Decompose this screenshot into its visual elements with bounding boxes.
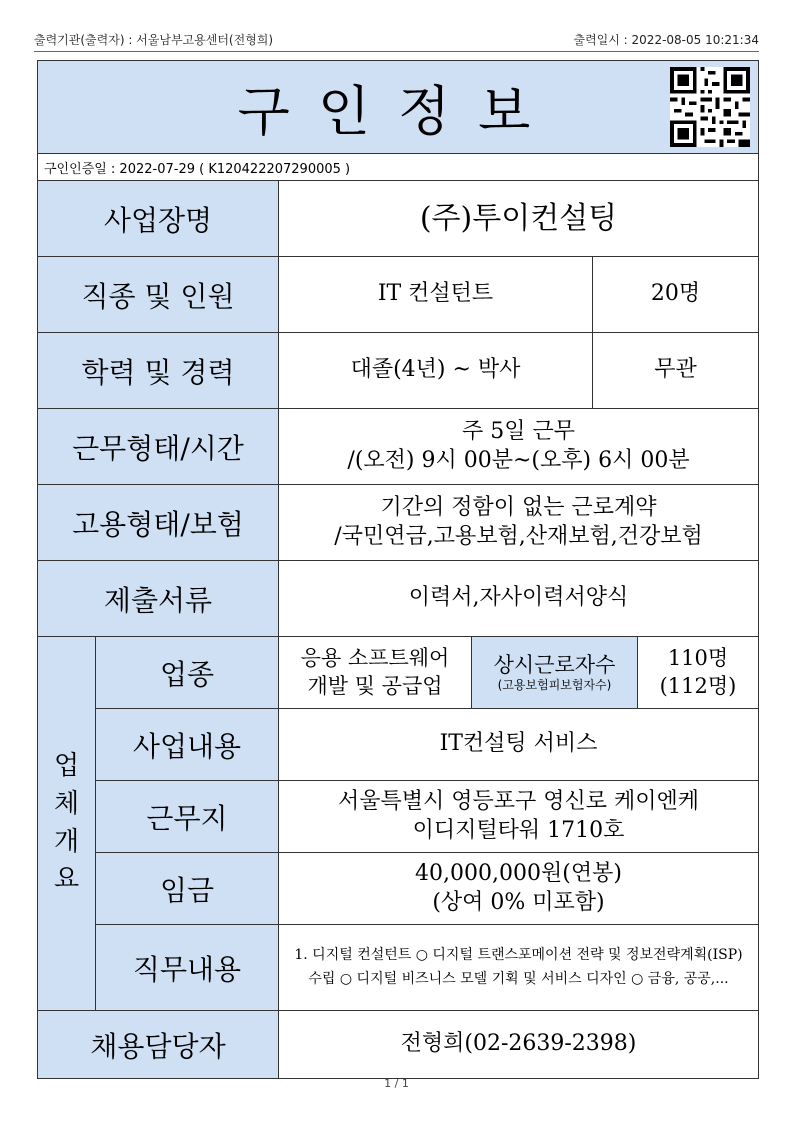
- location-label: 근무지: [96, 781, 279, 853]
- job-info-table: [37, 60, 759, 1079]
- business-value: IT컨설팅 서비스: [279, 709, 759, 781]
- contact-value: 전형희(02-2639-2398): [279, 1011, 759, 1079]
- title-cell: [38, 61, 759, 154]
- wage-line2: (상여 0% 미포함): [432, 889, 605, 915]
- workers-line2: (112명): [659, 673, 737, 698]
- employment-label: 고용형태/보험: [38, 485, 279, 561]
- company-name-label: 사업장명: [38, 181, 279, 257]
- business-label: 사업내용: [96, 709, 279, 781]
- work-hours-label: 근무형태/시간: [38, 409, 279, 485]
- work-hours-line1: 주 5일 근무: [462, 418, 575, 444]
- employment-value: [279, 485, 759, 561]
- overview-char-2: 체: [53, 788, 80, 819]
- company-overview-label: [38, 637, 96, 1011]
- industry-line1: 응용 소프트웨어: [300, 646, 450, 671]
- industry-value: [279, 637, 472, 709]
- header-divider: [34, 51, 759, 52]
- contact-label: 채용담당자: [38, 1011, 279, 1079]
- issuer-text: 출력기관(출력자) : 서울남부고용센터(전형희): [34, 33, 274, 47]
- wage-line1: 40,000,000원(연봉): [415, 860, 622, 886]
- wage-value: [279, 853, 759, 925]
- location-line2: 이디지털타워 1710호: [412, 817, 625, 843]
- documents-label: 제출서류: [38, 561, 279, 637]
- education-label: 학력 및 경력: [38, 333, 279, 409]
- job-headcount-value: 20명: [593, 257, 759, 333]
- overview-char-4: 요: [53, 864, 80, 895]
- printed-at-text: 출력일시 : 2022-08-05 10:21:34: [573, 33, 759, 47]
- location-value: [279, 781, 759, 853]
- employment-line1: 기간의 정함이 없는 근로계약: [380, 494, 657, 520]
- work-hours-value: [279, 409, 759, 485]
- overview-char-3: 개: [53, 826, 80, 857]
- workers-label-sub: (고용보험피보험자수): [497, 677, 612, 692]
- work-hours-line2: /(오전) 9시 00분~(오후) 6시 00분: [347, 447, 690, 473]
- job-info-document: [37, 60, 758, 1079]
- workers-label: [472, 637, 638, 709]
- company-name-value: (주)투이컨설팅: [279, 181, 759, 257]
- workers-line1: 110명: [667, 646, 729, 671]
- qr-code-icon: [670, 67, 750, 147]
- certification-line: 구인인증일 : 2022-07-29 ( K120422207290005 ): [38, 154, 759, 181]
- page-title: 구인정보: [237, 79, 559, 143]
- duty-label: 직무내용: [96, 925, 279, 1011]
- education-value: 대졸(4년) ~ 박사: [279, 333, 593, 409]
- location-line1: 서울특별시 영등포구 영신로 케이엔케: [337, 788, 699, 814]
- employment-line2: /국민연금,고용보험,산재보험,건강보험: [334, 523, 703, 549]
- duty-value: 1. 디지털 컨설턴트 ○ 디지털 트랜스포메이션 전략 및 정보전략계획(ISP) 수립 ○ 디지털 비즈니스 모델 기획 및 서비스 디자인 ○ 금융, 공공,...: [279, 925, 759, 1011]
- workers-label-main: 상시근로자수: [493, 652, 616, 677]
- overview-char-1: 업: [53, 751, 80, 782]
- workers-value: [638, 637, 759, 709]
- career-value: 무관: [593, 333, 759, 409]
- industry-label: 업종: [96, 637, 279, 709]
- documents-value: 이력서,자사이력서양식: [279, 561, 759, 637]
- page-number: 1 / 1: [384, 1077, 409, 1090]
- industry-line2: 개발 및 공급업: [307, 673, 443, 698]
- job-type-label: 직종 및 인원: [38, 257, 279, 333]
- wage-label: 임금: [96, 853, 279, 925]
- job-type-value: IT 컨설턴트: [279, 257, 593, 333]
